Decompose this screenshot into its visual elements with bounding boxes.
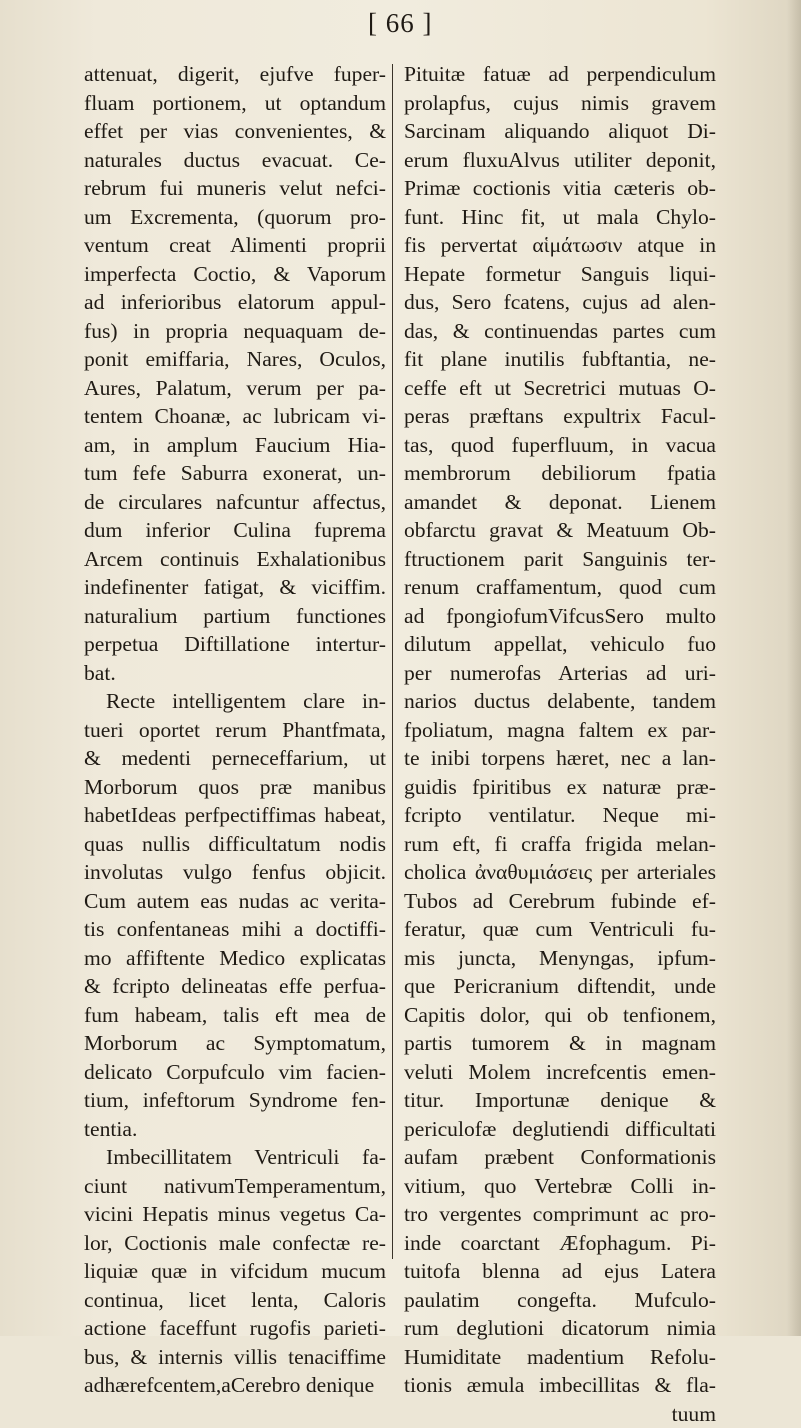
- text-line: fis pervertat αἱμάτωσιν atque in: [404, 231, 716, 260]
- text-line: que Pericranium diftendit, unde: [404, 972, 716, 1001]
- text-line: naturales ductus evacuat. Ce-: [84, 146, 386, 175]
- text-line: inde coarctant Æfophagum. Pi-: [404, 1229, 716, 1258]
- text-line: ad inferioribus elatorum appul-: [84, 288, 386, 317]
- text-line: mo affiftente Medico explicatas: [84, 944, 386, 973]
- text-line: am, in amplum Faucium Hia-: [84, 431, 386, 460]
- text-line: Morborum quos præ manibus: [84, 773, 386, 802]
- text-line: ad fpongiofumVifcusSero multo: [404, 602, 716, 631]
- text-line: fum habeam, talis eft mea de: [84, 1001, 386, 1030]
- text-line: rebrum fui muneris velut nefci-: [84, 174, 386, 203]
- text-line: tro vergentes comprimunt ac pro-: [404, 1200, 716, 1229]
- text-line: cholica ἀναθυμιάσεις per arteriales: [404, 858, 716, 887]
- text-line: rum deglutioni dicatorum nimia: [404, 1314, 716, 1343]
- text-line: effet per vias convenientes, &: [84, 117, 386, 146]
- text-line: ftructionem parit Sanguinis ter-: [404, 545, 716, 574]
- text-line: quas nullis difficultatum nodis: [84, 830, 386, 859]
- text-line: ciunt nativumTemperamentum,: [84, 1172, 386, 1201]
- text-line: fit plane inutilis fubftantia, ne-: [404, 345, 716, 374]
- text-line: Hepate formetur Sanguis liqui-: [404, 260, 716, 289]
- text-line: periculofæ deglutiendi difficultati: [404, 1115, 716, 1144]
- text-line: delicato Corpufculo vim facien-: [84, 1058, 386, 1087]
- text-line: liquiæ quæ in vifcidum mucum: [84, 1257, 386, 1286]
- text-line: dus, Sero fcatens, cujus ad alen-: [404, 288, 716, 317]
- text-line: Imbecillitatem Ventriculi fa-: [84, 1143, 386, 1172]
- text-line: continua, licet lenta, Caloris: [84, 1286, 386, 1315]
- text-line: Arcem continuis Exhalationibus: [84, 545, 386, 574]
- text-line: tueri oportet rerum Phantfmata,: [84, 716, 386, 745]
- column-divider: [392, 64, 393, 1259]
- text-line: feratur, quæ cum Ventriculi fu-: [404, 915, 716, 944]
- text-line: Capitis dolor, qui ob tenfionem,: [404, 1001, 716, 1030]
- text-line: Aures, Palatum, verum per pa-: [84, 374, 386, 403]
- text-line: membrorum debiliorum fpatia: [404, 459, 716, 488]
- text-line: habetIdeas perfpectiffimas habeat,: [84, 801, 386, 830]
- text-line: tis confentaneas mihi a doctiffi-: [84, 915, 386, 944]
- text-line: vitium, quo Vertebræ Colli in-: [404, 1172, 716, 1201]
- text-line: Recte intelligentem clare in-: [84, 687, 386, 716]
- text-line: involutas vulgo fenfus objicit.: [84, 858, 386, 887]
- left-column: [84, 60, 386, 1400]
- text-line: attenuat, digerit, ejufve fuper-: [84, 60, 386, 89]
- text-line: funt. Hinc fit, ut mala Chylo-: [404, 203, 716, 232]
- text-line: das, & continuendas partes cum: [404, 317, 716, 346]
- page-number: [ 66 ]: [368, 8, 432, 39]
- text-line: veluti Molem increfcentis emen-: [404, 1058, 716, 1087]
- text-line: indefinenter fatigat, & viciffim.: [84, 573, 386, 602]
- text-line: dilutum appellat, vehiculo fuo: [404, 630, 716, 659]
- text-line: tionis æmula imbecillitas & fla-: [404, 1371, 716, 1400]
- text-line: Pituitæ fatuæ ad perpendiculum: [404, 60, 716, 89]
- text-line: fpoliatum, magna faltem ex par-: [404, 716, 716, 745]
- text-line: fus) in propria nequaquam de-: [84, 317, 386, 346]
- text-line: paulatim congefta. Mufculo-: [404, 1286, 716, 1315]
- text-line: adhærefcentem,aCerebro denique: [84, 1371, 386, 1400]
- text-line: fcripto ventilatur. Neque mi-: [404, 801, 716, 830]
- text-line: tuum: [404, 1400, 716, 1428]
- text-line: tium, infeftorum Syndrome fen-: [84, 1086, 386, 1115]
- text-line: Cum autem eas nudas ac verita-: [84, 887, 386, 916]
- text-line: tum fefe Saburra exonerat, un-: [84, 459, 386, 488]
- text-line: lor, Coctionis male confectæ re-: [84, 1229, 386, 1258]
- text-line: naturalium partium functiones: [84, 602, 386, 631]
- text-line: & medenti perneceffarium, ut: [84, 744, 386, 773]
- text-line: vicini Hepatis minus vegetus Ca-: [84, 1200, 386, 1229]
- text-line: ponit emiffaria, Nares, Oculos,: [84, 345, 386, 374]
- text-line: ceffe eft ut Secretrici mutuas O-: [404, 374, 716, 403]
- text-line: prolapfus, cujus nimis gravem: [404, 89, 716, 118]
- text-line: renum craffamentum, quod cum: [404, 573, 716, 602]
- text-line: per numerofas Arterias ad uri-: [404, 659, 716, 688]
- text-line: & fcripto delineatas effe perfua-: [84, 972, 386, 1001]
- text-line: guidis fpiritibus ex naturæ præ-: [404, 773, 716, 802]
- text-line: Morborum ac Symptomatum,: [84, 1029, 386, 1058]
- text-line: ventum creat Alimenti proprii: [84, 231, 386, 260]
- text-line: fluam portionem, ut optandum: [84, 89, 386, 118]
- text-line: te inibi torpens hæret, nec a lan-: [404, 744, 716, 773]
- text-line: mis juncta, Menyngas, ipfum-: [404, 944, 716, 973]
- text-line: Tubos ad Cerebrum fubinde ef-: [404, 887, 716, 916]
- text-line: tentem Choanæ, ac lubricam vi-: [84, 402, 386, 431]
- text-line: imperfecta Coctio, & Vaporum: [84, 260, 386, 289]
- text-line: erum fluxuAlvus utiliter deponit,: [404, 146, 716, 175]
- text-line: tentia.: [84, 1115, 386, 1144]
- text-line: Primæ coctionis vitia cæteris ob-: [404, 174, 716, 203]
- right-column: [404, 60, 716, 1428]
- text-line: dum inferior Culina fuprema: [84, 516, 386, 545]
- text-line: tuitofa blenna ad ejus Latera: [404, 1257, 716, 1286]
- text-line: Sarcinam aliquando aliquot Di-: [404, 117, 716, 146]
- page-edge-shadow: [787, 0, 801, 1336]
- text-line: rum eft, fi craffa frigida melan-: [404, 830, 716, 859]
- text-line: aufam præbent Conformationis: [404, 1143, 716, 1172]
- text-line: de circulares nafcuntur affectus,: [84, 488, 386, 517]
- text-line: peras præftans expultrix Facul-: [404, 402, 716, 431]
- text-line: bat.: [84, 659, 386, 688]
- text-line: titur. Importunæ denique &: [404, 1086, 716, 1115]
- text-line: um Excrementa, (quorum pro-: [84, 203, 386, 232]
- text-line: obfarctu gravat & Meatuum Ob-: [404, 516, 716, 545]
- text-line: partis tumorem & in magnam: [404, 1029, 716, 1058]
- text-line: amandet & deponat. Lienem: [404, 488, 716, 517]
- text-line: perpetua Diftillatione intertur-: [84, 630, 386, 659]
- text-line: actione faceffunt rugofis parieti-: [84, 1314, 386, 1343]
- text-line: bus, & internis villis tenaciffime: [84, 1343, 386, 1372]
- text-line: narios ductus delabente, tandem: [404, 687, 716, 716]
- text-line: Humiditate madentium Refolu-: [404, 1343, 716, 1372]
- text-line: tas, quod fuperfluum, in vacua: [404, 431, 716, 460]
